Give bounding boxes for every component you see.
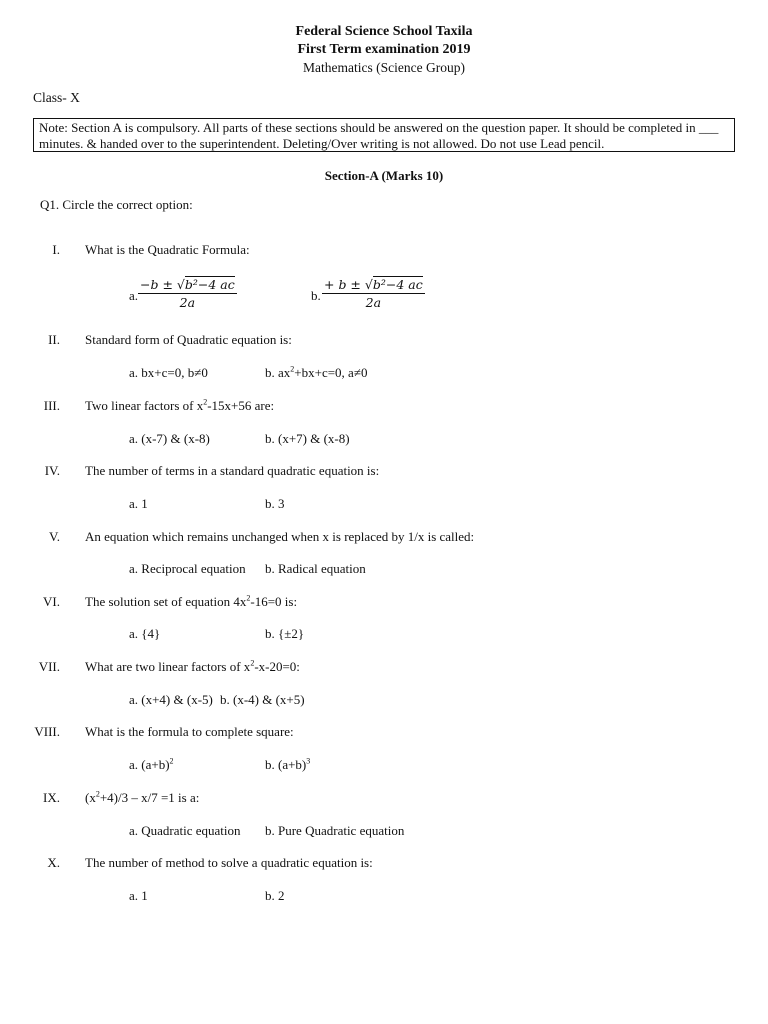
option-a: a. (x+4) & (x-5) [129,692,213,707]
question-text: The solution set of equation $4x^2-16=0$ is: [85,593,298,609]
question-number: VI. [43,594,60,609]
option-b: b. Radical equation [265,561,366,576]
instructions-note: Note: Section A is compulsory. All parts of these sections should be answered on the question paper. It should be completed in ___ minutes. & handed over to the superintendent. Deleting/Over writing is not allowed. Do not use Lead pencil. [33,118,735,152]
option-a: a. Reciprocal equation [129,561,246,576]
option-a: a. 1 [129,888,148,903]
radicand: b²−4 ac [184,277,235,292]
question-number: III. [43,398,60,413]
exam-title: First Term examination 2019 [297,42,471,57]
denominator: 2a [365,295,382,310]
question-text: The number of method to solve a quadratic equation is: [85,855,373,870]
school-name: Federal Science School Taxila [295,24,473,39]
quadratic-formula-option-a [138,277,237,310]
option-a: a. (x-7) & (x-8) [129,431,210,446]
option-b: b. (x-4) & (x+5) [220,692,305,707]
numerator-prefix: −b ± √ [140,277,185,292]
question-text: What are two linear factors of $x^2-x-20=0$: [85,658,300,674]
question-number: IX. [43,790,60,805]
subject: Mathematics (Science Group) [303,60,465,75]
option-b: b. (x+7) & (x-8) [265,431,350,446]
option-a: a. Quadratic equation [129,823,241,838]
option-b-prefix: b. [311,288,321,303]
quadratic-formula-option-b [322,277,425,310]
question-number: V. [49,529,60,544]
question-number: IV. [44,463,60,478]
option-b: b. $ax^2+bx+c=0$, a≠0 [265,364,368,380]
q1-instruction: Q1. Circle the correct option: [40,197,193,212]
question-number: VIII. [34,724,60,739]
question-text: What is the formula to complete square: [85,724,294,739]
option-b: b. 2 [265,888,285,903]
question-number: I. [52,242,60,257]
question-text: Standard form of Quadratic equation is: [85,332,292,347]
class-label: Class- X [33,90,80,105]
option-a: a. $(a+b)^2$ [129,756,174,772]
option-a-prefix: a. [129,288,139,303]
option-b: b. 3 [265,496,285,511]
radicand: b²−4 ac [372,277,423,292]
question-text: The number of terms in a standard quadratic equation is: [85,463,380,478]
question-number: X. [47,855,60,870]
numerator-prefix: + b ± √ [324,277,373,292]
question-text: Two linear factors of $x^2-15x+56$ are: [85,397,275,413]
question-text: What is the Quadratic Formula: [85,242,250,257]
option-b: b. Pure Quadratic equation [265,823,405,838]
section-title: Section-A (Marks 10) [324,168,444,183]
question-text: $(x^2+4)/3 - x/7 =1$ is a: [85,789,200,805]
option-b: b. $(a+b)^3$ [265,756,311,772]
question-text: An equation which remains unchanged when x is replaced by 1/x is called: [85,529,475,544]
option-a: a. {4} [129,626,161,641]
question-number: II. [48,332,60,347]
denominator: 2a [179,295,196,310]
option-b: b. {±2} [265,626,305,641]
option-a: a. bx+c=0, b≠0 [129,365,208,380]
option-a: a. 1 [129,496,148,511]
question-number: VII. [38,659,60,674]
